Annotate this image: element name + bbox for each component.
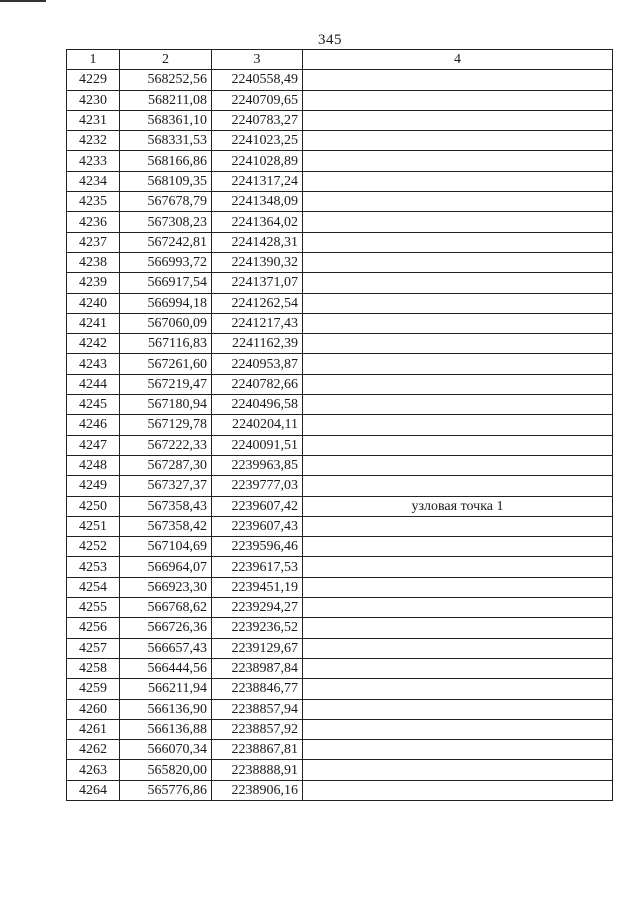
y-coordinate-cell: 2239607,42 [212,496,303,516]
x-coordinate-cell: 566136,90 [120,699,212,719]
note-cell [303,151,613,171]
note-cell [303,374,613,394]
note-cell [303,598,613,618]
point-number-cell: 4253 [67,557,120,577]
note-cell [303,557,613,577]
note-cell [303,415,613,435]
x-coordinate-cell: 567104,69 [120,537,212,557]
note-cell [303,354,613,374]
note-cell [303,171,613,191]
column-header-point-number: 1 [67,50,120,70]
point-number-cell: 4256 [67,618,120,638]
x-coordinate-cell: 566136,88 [120,719,212,739]
y-coordinate-cell: 2239294,27 [212,598,303,618]
column-header-note: 4 [303,50,613,70]
table-row [67,435,613,455]
point-number-cell: 4251 [67,516,120,536]
table-row [67,293,613,313]
y-coordinate-cell: 2239451,19 [212,577,303,597]
x-coordinate-cell: 567308,23 [120,212,212,232]
page-number: 345 [318,32,342,48]
x-coordinate-cell: 567116,83 [120,334,212,354]
point-number-cell: 4234 [67,171,120,191]
table-row [67,70,613,90]
note-cell [303,212,613,232]
note-cell [303,719,613,739]
table-row [67,110,613,130]
table-row [67,90,613,110]
point-number-cell: 4236 [67,212,120,232]
point-number-cell: 4229 [67,70,120,90]
x-coordinate-cell: 566657,43 [120,638,212,658]
point-number-cell: 4235 [67,192,120,212]
column-header-x: 2 [120,50,212,70]
point-number-cell: 4254 [67,577,120,597]
note-cell [303,90,613,110]
table-row [67,313,613,333]
note-cell [303,313,613,333]
x-coordinate-cell: 567358,43 [120,496,212,516]
note-cell [303,577,613,597]
point-number-cell: 4250 [67,496,120,516]
x-coordinate-cell: 567222,33 [120,435,212,455]
x-coordinate-cell: 567327,37 [120,476,212,496]
table-row [67,658,613,678]
y-coordinate-cell: 2238846,77 [212,679,303,699]
table-row [67,171,613,191]
table-row [67,577,613,597]
note-cell [303,618,613,638]
table-row [67,496,613,516]
table-row [67,232,613,252]
x-coordinate-cell: 566070,34 [120,740,212,760]
table-header-row [67,50,613,70]
note-cell [303,334,613,354]
y-coordinate-cell: 2241317,24 [212,171,303,191]
point-number-cell: 4263 [67,760,120,780]
y-coordinate-cell: 2240558,49 [212,70,303,90]
y-coordinate-cell: 2238987,84 [212,658,303,678]
y-coordinate-cell: 2239963,85 [212,455,303,475]
table-row [67,618,613,638]
y-coordinate-cell: 2241371,07 [212,273,303,293]
x-coordinate-cell: 567219,47 [120,374,212,394]
y-coordinate-cell: 2241162,39 [212,334,303,354]
y-coordinate-cell: 2240783,27 [212,110,303,130]
point-number-cell: 4232 [67,131,120,151]
note-cell [303,658,613,678]
y-coordinate-cell: 2238857,94 [212,699,303,719]
note-cell [303,760,613,780]
table-row [67,719,613,739]
y-coordinate-cell: 2239236,52 [212,618,303,638]
y-coordinate-cell: 2241428,31 [212,232,303,252]
point-number-cell: 4242 [67,334,120,354]
y-coordinate-cell: 2239607,43 [212,516,303,536]
x-coordinate-cell: 567261,60 [120,354,212,374]
point-number-cell: 4237 [67,232,120,252]
x-coordinate-cell: 567180,94 [120,395,212,415]
x-coordinate-cell: 567358,42 [120,516,212,536]
table-body [67,70,613,801]
point-number-cell: 4238 [67,252,120,272]
y-coordinate-cell: 2238888,91 [212,760,303,780]
point-number-cell: 4264 [67,780,120,800]
y-coordinate-cell: 2240496,58 [212,395,303,415]
table-row [67,760,613,780]
note-cell [303,537,613,557]
note-cell [303,232,613,252]
y-coordinate-cell: 2238857,92 [212,719,303,739]
table-row [67,151,613,171]
x-coordinate-cell: 565776,86 [120,780,212,800]
table-row [67,516,613,536]
x-coordinate-cell: 567287,30 [120,455,212,475]
note-cell [303,780,613,800]
point-number-cell: 4248 [67,455,120,475]
y-coordinate-cell: 2241364,02 [212,212,303,232]
x-coordinate-cell: 568361,10 [120,110,212,130]
point-number-cell: 4240 [67,293,120,313]
point-number-cell: 4246 [67,415,120,435]
table-row [67,780,613,800]
y-coordinate-cell: 2239617,53 [212,557,303,577]
x-coordinate-cell: 566211,94 [120,679,212,699]
note-cell [303,455,613,475]
column-header-y: 3 [212,50,303,70]
y-coordinate-cell: 2240204,11 [212,415,303,435]
y-coordinate-cell: 2241028,89 [212,151,303,171]
y-coordinate-cell: 2241390,32 [212,252,303,272]
note-cell [303,740,613,760]
y-coordinate-cell: 2240782,66 [212,374,303,394]
y-coordinate-cell: 2239777,03 [212,476,303,496]
table-row [67,395,613,415]
x-coordinate-cell: 567129,78 [120,415,212,435]
note-cell [303,638,613,658]
table-row [67,476,613,496]
x-coordinate-cell: 565820,00 [120,760,212,780]
coordinates-table [66,49,613,801]
x-coordinate-cell: 566964,07 [120,557,212,577]
point-number-cell: 4230 [67,90,120,110]
x-coordinate-cell: 568331,53 [120,131,212,151]
table-row [67,131,613,151]
note-cell [303,516,613,536]
table-row [67,415,613,435]
table-row [67,598,613,618]
x-coordinate-cell: 567060,09 [120,313,212,333]
y-coordinate-cell: 2241023,25 [212,131,303,151]
y-coordinate-cell: 2240709,65 [212,90,303,110]
note-cell [303,293,613,313]
table-row [67,252,613,272]
note-cell: узловая точка 1 [303,496,613,516]
note-cell [303,70,613,90]
point-number-cell: 4233 [67,151,120,171]
x-coordinate-cell: 568252,56 [120,70,212,90]
point-number-cell: 4261 [67,719,120,739]
x-coordinate-cell: 566444,56 [120,658,212,678]
point-number-cell: 4258 [67,658,120,678]
y-coordinate-cell: 2238867,81 [212,740,303,760]
point-number-cell: 4252 [67,537,120,557]
point-number-cell: 4262 [67,740,120,760]
point-number-cell: 4245 [67,395,120,415]
y-coordinate-cell: 2239596,46 [212,537,303,557]
point-number-cell: 4247 [67,435,120,455]
y-coordinate-cell: 2241217,43 [212,313,303,333]
table-row [67,354,613,374]
y-coordinate-cell: 2240091,51 [212,435,303,455]
table-row [67,679,613,699]
table-row [67,638,613,658]
note-cell [303,679,613,699]
point-number-cell: 4259 [67,679,120,699]
table-row [67,455,613,475]
table-row [67,537,613,557]
x-coordinate-cell: 566726,36 [120,618,212,638]
point-number-cell: 4257 [67,638,120,658]
table-row [67,212,613,232]
point-number-cell: 4249 [67,476,120,496]
table-row [67,740,613,760]
point-number-cell: 4231 [67,110,120,130]
y-coordinate-cell: 2239129,67 [212,638,303,658]
point-number-cell: 4255 [67,598,120,618]
note-cell [303,110,613,130]
table-row [67,374,613,394]
table-row [67,557,613,577]
point-number-cell: 4244 [67,374,120,394]
table-row [67,699,613,719]
table-row [67,273,613,293]
point-number-cell: 4239 [67,273,120,293]
x-coordinate-cell: 566768,62 [120,598,212,618]
x-coordinate-cell: 566923,30 [120,577,212,597]
y-coordinate-cell: 2241262,54 [212,293,303,313]
note-cell [303,699,613,719]
x-coordinate-cell: 568109,35 [120,171,212,191]
y-coordinate-cell: 2241348,09 [212,192,303,212]
x-coordinate-cell: 566993,72 [120,252,212,272]
note-cell [303,192,613,212]
note-cell [303,435,613,455]
point-number-cell: 4241 [67,313,120,333]
x-coordinate-cell: 566994,18 [120,293,212,313]
x-coordinate-cell: 568211,08 [120,90,212,110]
note-cell [303,476,613,496]
y-coordinate-cell: 2240953,87 [212,354,303,374]
x-coordinate-cell: 567242,81 [120,232,212,252]
table-row [67,334,613,354]
note-cell [303,273,613,293]
note-cell [303,131,613,151]
point-number-cell: 4260 [67,699,120,719]
table-row [67,192,613,212]
note-cell [303,395,613,415]
y-coordinate-cell: 2238906,16 [212,780,303,800]
x-coordinate-cell: 568166,86 [120,151,212,171]
scan-edge-mark [0,0,46,2]
x-coordinate-cell: 566917,54 [120,273,212,293]
point-number-cell: 4243 [67,354,120,374]
x-coordinate-cell: 567678,79 [120,192,212,212]
note-cell [303,252,613,272]
